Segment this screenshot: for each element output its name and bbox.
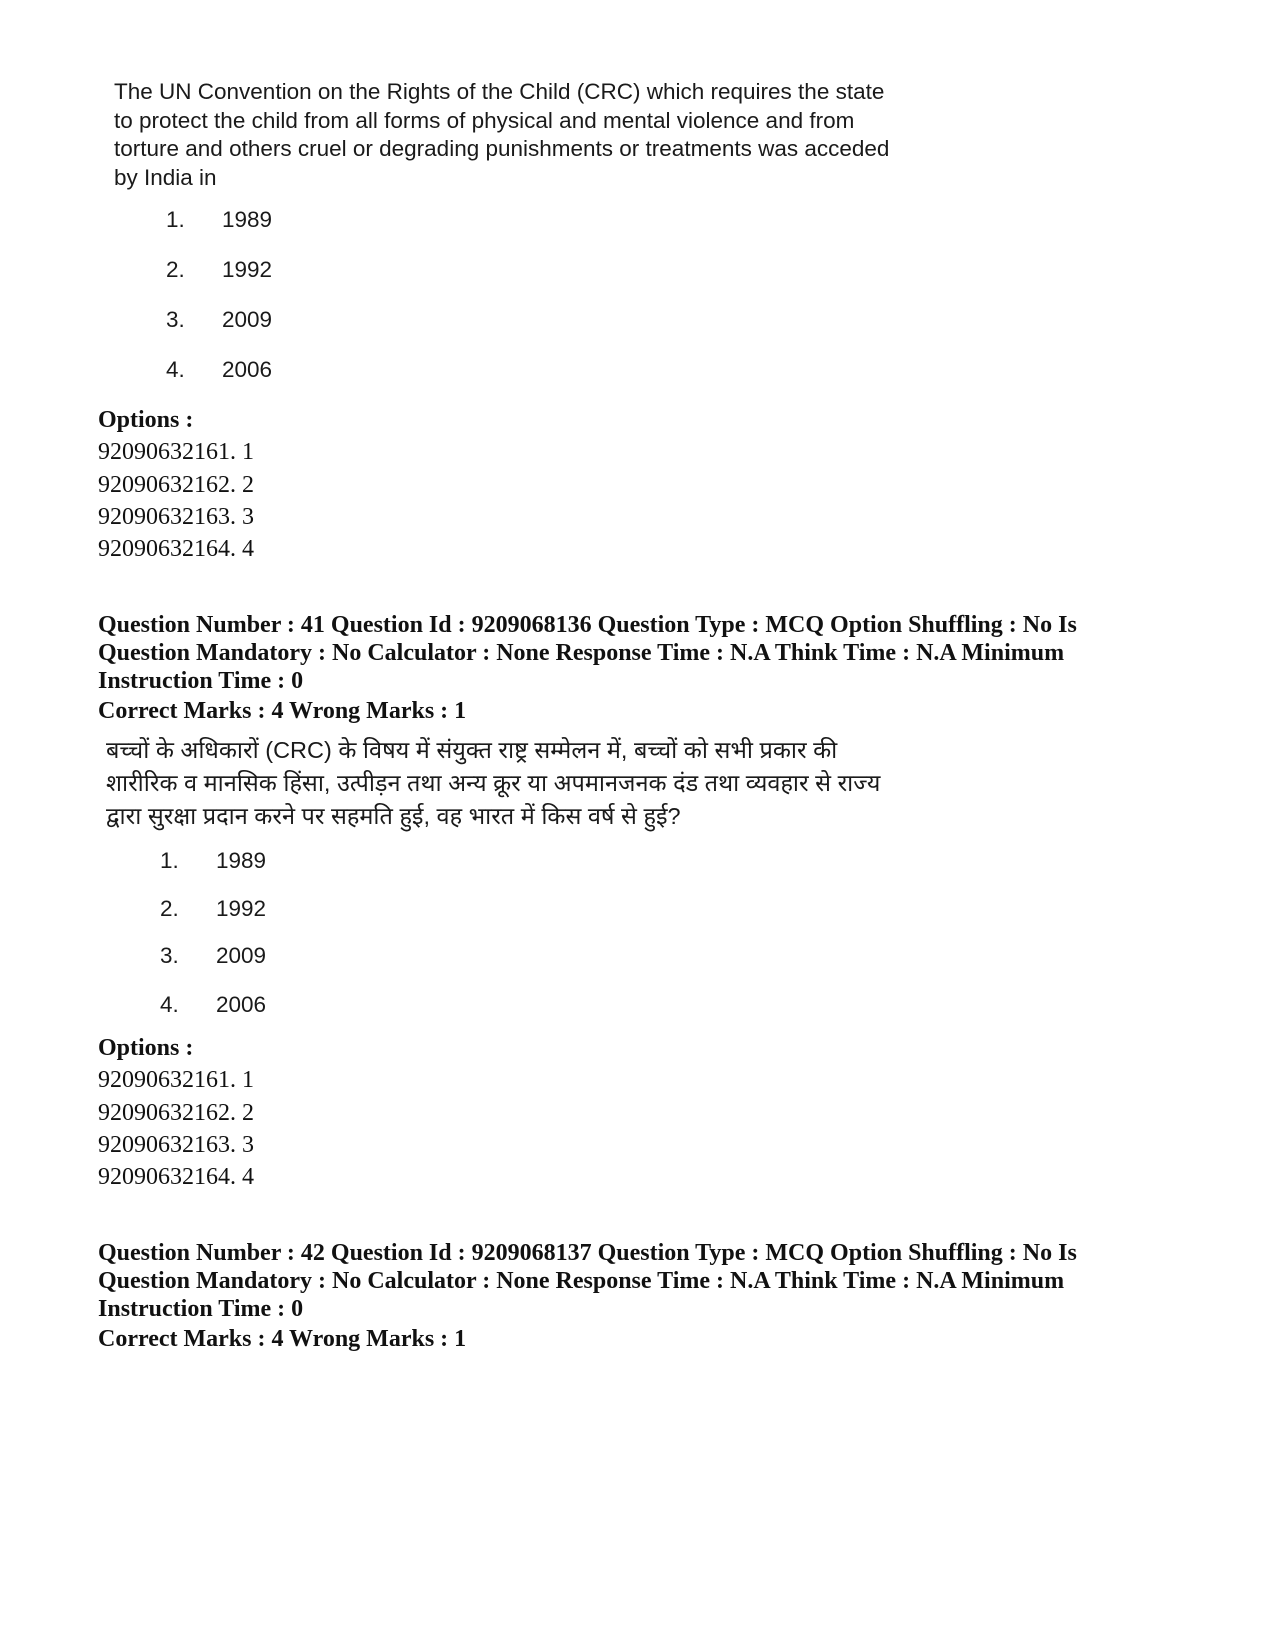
question-text-line: torture and others cruel or degrading punishments or treatments was acceded bbox=[114, 136, 890, 161]
question-41-meta bbox=[98, 611, 1118, 695]
option-line: 92090632161. 1 bbox=[98, 1067, 254, 1093]
question-42-meta bbox=[98, 1239, 1118, 1323]
choice-value: 2006 bbox=[222, 357, 273, 382]
option-line: 92090632164. 4 bbox=[98, 536, 254, 562]
choice-value: 1989 bbox=[216, 848, 267, 873]
option-line: 92090632161. 1 bbox=[98, 439, 254, 465]
options-label: Options : bbox=[98, 1035, 194, 1061]
option-line: 92090632162. 2 bbox=[98, 1100, 254, 1126]
choice-value: 1992 bbox=[216, 896, 267, 921]
option-line: 92090632164. 4 bbox=[98, 1164, 254, 1190]
meta-line: Question Number : 42 Question Id : 9209068137 Question Type : MCQ Option Shuffling : No Is bbox=[98, 1240, 1077, 1266]
choice-value: 2009 bbox=[216, 943, 267, 968]
choice-number: 1. bbox=[160, 848, 179, 873]
choice-number: 4. bbox=[166, 357, 185, 382]
question-42-marks: Correct Marks : 4 Wrong Marks : 1 bbox=[98, 1326, 467, 1352]
choice-number: 3. bbox=[166, 307, 185, 332]
question-text-line: to protect the child from all forms of physical and mental violence and from bbox=[114, 107, 855, 133]
question-41-text bbox=[106, 734, 946, 833]
meta-line: Instruction Time : 0 bbox=[98, 1296, 304, 1322]
options-label: Options : bbox=[98, 407, 194, 433]
option-line: 92090632162. 2 bbox=[98, 472, 254, 498]
choice-number: 2. bbox=[166, 257, 185, 282]
question-text-line: द्वारा सुरक्षा प्रदान करने पर सहमति हुई, वह भारत में किस वर्ष से हुई? bbox=[106, 803, 681, 829]
choice-number: 4. bbox=[160, 992, 179, 1017]
choice-number: 1. bbox=[166, 207, 185, 232]
question-text-line: बच्चों के अधिकारों (CRC) के विषय में संयुक्त राष्ट्र सम्मेलन में, बच्चों को सभी प्रकार की bbox=[106, 737, 838, 763]
option-line: 92090632163. 3 bbox=[98, 1132, 254, 1158]
meta-line: Question Mandatory : No Calculator : None Response Time : N.A Think Time : N.A Minimum bbox=[98, 640, 1065, 666]
choice-value: 2006 bbox=[216, 992, 267, 1017]
choice-number: 2. bbox=[160, 896, 179, 921]
choice-value: 2009 bbox=[222, 307, 273, 332]
meta-line: Instruction Time : 0 bbox=[98, 668, 304, 694]
meta-line: Question Mandatory : No Calculator : None Response Time : N.A Think Time : N.A Minimum bbox=[98, 1268, 1065, 1294]
choice-value: 1989 bbox=[222, 207, 273, 232]
question-text-line: शारीरिक व मानसिक हिंसा, उत्पीड़न तथा अन्य क्रूर या अपमानजनक दंड तथा व्यवहार से राज्य bbox=[106, 770, 881, 796]
question-41-marks: Correct Marks : 4 Wrong Marks : 1 bbox=[98, 698, 467, 724]
meta-line: Question Number : 41 Question Id : 9209068136 Question Type : MCQ Option Shuffling : No Is bbox=[98, 612, 1077, 638]
question-40-text bbox=[114, 78, 972, 192]
question-text-line: by India in bbox=[114, 164, 217, 190]
option-line: 92090632163. 3 bbox=[98, 504, 254, 530]
choice-number: 3. bbox=[160, 943, 179, 968]
choice-value: 1992 bbox=[222, 257, 273, 282]
question-text-line: The UN Convention on the Rights of the Child (CRC) which requires the state bbox=[114, 79, 885, 104]
